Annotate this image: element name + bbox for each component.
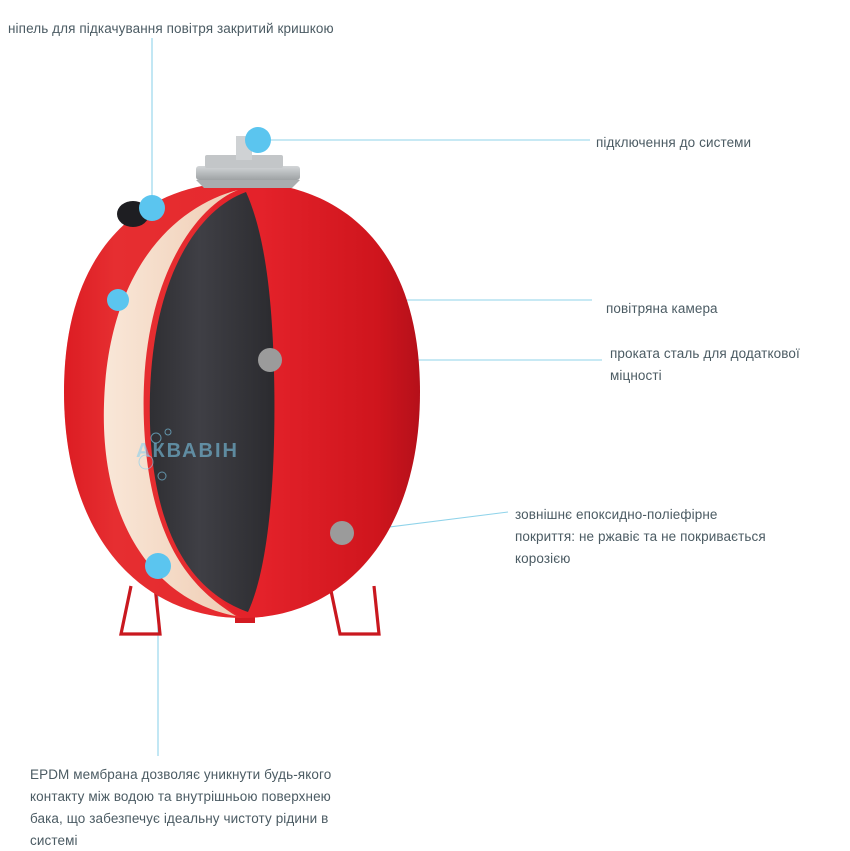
callout-dot-air-chamber[interactable]: [107, 289, 129, 311]
callout-dot-membrane[interactable]: [145, 553, 171, 579]
callout-air-chamber: повітряна камера: [606, 301, 718, 316]
callout-connection: підключення до системи: [596, 135, 752, 150]
callout-membrane: EPDM мембрана дозволяє уникнути будь-якого контакту між водою та внутрішньою поверхнею бака, що забезпечує ідеальну чистоту рідини в системі: [30, 767, 332, 848]
callout-rolled-steel: проката сталь для додаткової міцності: [610, 346, 800, 383]
callout-nipple: ніпель для підкачування повітря закритий кришкою: [8, 21, 334, 36]
callout-dot-coating[interactable]: [330, 521, 354, 545]
tank-flange-base: [196, 180, 300, 188]
callout-dot-nipple[interactable]: [139, 195, 165, 221]
callout-coating: зовнішнє епоксидно-поліефірне покриття: не ржавіє та не покривається корозією: [515, 507, 766, 566]
watermark-text: АКВАВІН: [136, 440, 239, 462]
callout-dot-connection[interactable]: [245, 127, 271, 153]
tank-flange: [196, 166, 300, 180]
callout-dot-rolled-steel[interactable]: [258, 348, 282, 372]
